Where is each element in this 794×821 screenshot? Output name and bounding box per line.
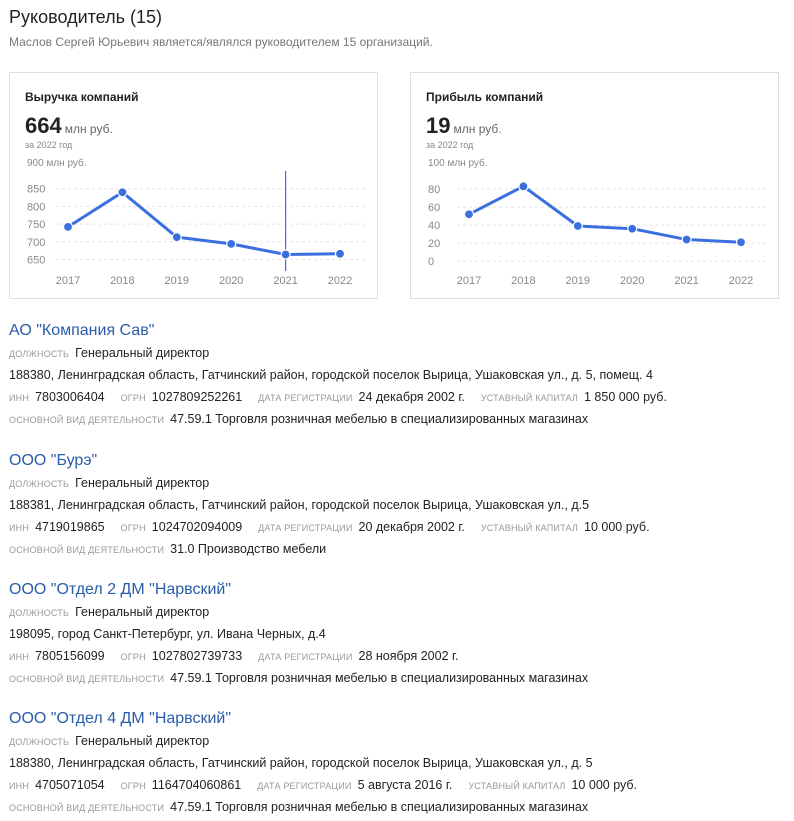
revenue-card-title: Выручка компаний <box>25 90 139 104</box>
capital-value: 1 850 000 руб. <box>584 390 667 404</box>
ogrn-label: ОГРН <box>120 523 146 533</box>
capital-value: 10 000 руб. <box>584 520 650 534</box>
organization-link[interactable]: ООО "Отдел 2 ДМ "Нарвский" <box>9 581 232 598</box>
data-point[interactable] <box>227 239 236 248</box>
profit-card-title: Прибыль компаний <box>426 90 544 104</box>
activity-value: 47.59.1 Торговля розничная мебелью в специализированных магазинах <box>170 800 589 814</box>
activity-value: 31.0 Производство мебели <box>170 542 327 556</box>
activity-label: ОСНОВНОЙ ВИД ДЕЯТЕЛЬНОСТИ <box>9 803 165 813</box>
reg-date-value: 24 декабря 2002 г. <box>358 390 465 404</box>
y-tick-label: 850 <box>27 183 46 196</box>
identifiers-row <box>9 516 666 538</box>
ogrn-label: ОГРН <box>120 781 146 791</box>
activity-row <box>9 667 604 689</box>
organization-entry <box>9 450 666 560</box>
profit-axis-unit: 100 млн руб. <box>428 158 488 169</box>
profit-unit: млн руб. <box>453 122 502 136</box>
activity-label: ОСНОВНОЙ ВИД ДЕЯТЕЛЬНОСТИ <box>9 415 165 425</box>
inn-value: 4705071054 <box>35 778 105 792</box>
reg-date-value: 5 августа 2016 г. <box>357 778 453 792</box>
y-tick-label: 700 <box>27 236 46 249</box>
reg-date-label: ДАТА РЕГИСТРАЦИИ <box>258 652 353 662</box>
address-row: 188381, Ленинградская область, Гатчинский район, городской поселок Вырица, Ушаковская ул., д.5 <box>9 498 590 512</box>
position-value: Генеральный директор <box>75 605 210 619</box>
inn-label: ИНН <box>9 652 30 662</box>
reg-date-value: 20 декабря 2002 г. <box>358 520 465 534</box>
inn-value: 7803006404 <box>35 390 105 404</box>
reg-date-value: 28 ноября 2002 г. <box>358 649 459 663</box>
revenue-period: за 2022 год <box>25 140 73 150</box>
x-tick-label: 2018 <box>511 275 536 287</box>
ogrn-value: 1164704060861 <box>151 778 242 792</box>
y-tick-label: 80 <box>428 184 441 197</box>
activity-label: ОСНОВНОЙ ВИД ДЕЯТЕЛЬНОСТИ <box>9 545 165 555</box>
data-point[interactable] <box>64 222 73 231</box>
reg-date-label: ДАТА РЕГИСТРАЦИИ <box>258 393 353 403</box>
identifiers-row <box>9 386 683 408</box>
data-point[interactable] <box>465 210 474 219</box>
x-tick-label: 2018 <box>110 275 135 287</box>
y-tick-label: 750 <box>27 219 46 232</box>
inn-value: 7805156099 <box>35 649 105 663</box>
data-point[interactable] <box>628 224 637 233</box>
data-point[interactable] <box>336 249 345 258</box>
identifiers-row <box>9 645 604 667</box>
data-point[interactable] <box>281 250 290 259</box>
activity-row <box>9 408 683 430</box>
activity-label: ОСНОВНОЙ ВИД ДЕЯТЕЛЬНОСТИ <box>9 674 165 684</box>
activity-row <box>9 538 666 560</box>
inn-label: ИНН <box>9 781 30 791</box>
reg-date-label: ДАТА РЕГИСТРАЦИИ <box>257 781 352 791</box>
activity-row <box>9 796 653 818</box>
y-tick-label: 800 <box>27 201 46 214</box>
ogrn-value: 1027802739733 <box>151 649 243 663</box>
revenue-number: 664 <box>25 113 62 138</box>
series-line <box>469 186 741 242</box>
capital-label: УСТАВНЫЙ КАПИТАЛ <box>468 781 566 791</box>
y-tick-label: 40 <box>428 220 441 233</box>
x-tick-label: 2019 <box>565 275 591 287</box>
address-row: 188380, Ленинградская область, Гатчинский район, городской поселок Вырица, Ушаковская ул., д. 5, помещ. 4 <box>9 368 653 382</box>
revenue-chart[interactable] <box>10 153 377 293</box>
position-label: ДОЛЖНОСТЬ <box>9 608 70 618</box>
y-tick-label: 20 <box>428 238 441 251</box>
capital-label: УСТАВНЫЙ КАПИТАЛ <box>480 393 578 403</box>
organization-entry <box>9 320 683 430</box>
inn-value: 4719019865 <box>35 520 105 534</box>
identifiers-row <box>9 774 653 796</box>
ogrn-value: 1024702094009 <box>151 520 243 534</box>
x-tick-label: 2021 <box>674 275 699 287</box>
revenue-card <box>9 72 378 299</box>
position-value: Генеральный директор <box>75 734 210 748</box>
inn-label: ИНН <box>9 523 30 533</box>
x-tick-label: 2019 <box>164 275 190 287</box>
x-tick-label: 2020 <box>619 275 645 287</box>
profit-number: 19 <box>426 113 451 138</box>
data-point[interactable] <box>682 235 691 244</box>
position-row <box>9 342 683 364</box>
ogrn-label: ОГРН <box>120 652 146 662</box>
capital-label: УСТАВНЫЙ КАПИТАЛ <box>480 523 578 533</box>
y-tick-label: 60 <box>428 202 441 215</box>
position-label: ДОЛЖНОСТЬ <box>9 737 70 747</box>
inn-label: ИНН <box>9 393 30 403</box>
data-point[interactable] <box>573 222 582 231</box>
x-tick-label: 2022 <box>728 275 754 287</box>
organization-link[interactable]: ООО "Бурэ" <box>9 452 98 469</box>
data-point[interactable] <box>118 188 127 197</box>
position-row <box>9 472 666 494</box>
organization-entry <box>9 708 653 818</box>
x-tick-label: 2020 <box>218 275 244 287</box>
ogrn-label: ОГРН <box>120 393 146 403</box>
profit-chart[interactable] <box>411 153 778 293</box>
position-label: ДОЛЖНОСТЬ <box>9 349 70 359</box>
x-tick-label: 2021 <box>273 275 298 287</box>
position-row <box>9 601 604 623</box>
y-tick-label: 0 <box>428 256 435 269</box>
reg-date-label: ДАТА РЕГИСТРАЦИИ <box>258 523 353 533</box>
activity-value: 47.59.1 Торговля розничная мебелью в специализированных магазинах <box>170 412 589 426</box>
position-row <box>9 730 653 752</box>
data-point[interactable] <box>519 182 528 191</box>
series-line <box>68 192 340 254</box>
capital-value: 10 000 руб. <box>571 778 638 792</box>
activity-value: 47.59.1 Торговля розничная мебелью в специализированных магазинах <box>170 671 589 685</box>
x-tick-label: 2017 <box>55 275 81 287</box>
revenue-axis-unit: 900 млн руб. <box>27 158 87 169</box>
address-row: 198095, город Санкт-Петербург, ул. Ивана Черных, д.4 <box>9 627 326 641</box>
ogrn-value: 1027809252261 <box>151 390 243 404</box>
profit-period: за 2022 год <box>426 140 474 150</box>
data-point[interactable] <box>737 238 746 247</box>
data-point[interactable] <box>172 233 181 242</box>
position-label: ДОЛЖНОСТЬ <box>9 479 70 489</box>
organization-entry <box>9 579 604 689</box>
address-row: 188380, Ленинградская область, Гатчинский район, городской поселок Вырица, Ушаковская ул., д. 5 <box>9 756 593 770</box>
page-title: Руководитель (15) <box>9 7 162 27</box>
y-tick-label: 650 <box>27 254 46 267</box>
x-tick-label: 2022 <box>327 275 353 287</box>
position-value: Генеральный директор <box>75 346 210 360</box>
organization-link[interactable]: ООО "Отдел 4 ДМ "Нарвский" <box>9 710 232 727</box>
revenue-value <box>25 113 113 139</box>
profit-value <box>426 113 502 139</box>
x-tick-label: 2017 <box>456 275 482 287</box>
page-subtitle: Маслов Сергей Юрьевич является/являлся руководителем 15 организаций. <box>9 35 433 49</box>
revenue-unit: млн руб. <box>64 122 113 136</box>
organization-link[interactable]: АО "Компания Сав" <box>9 322 155 339</box>
position-value: Генеральный директор <box>75 476 210 490</box>
profit-card <box>410 72 779 299</box>
